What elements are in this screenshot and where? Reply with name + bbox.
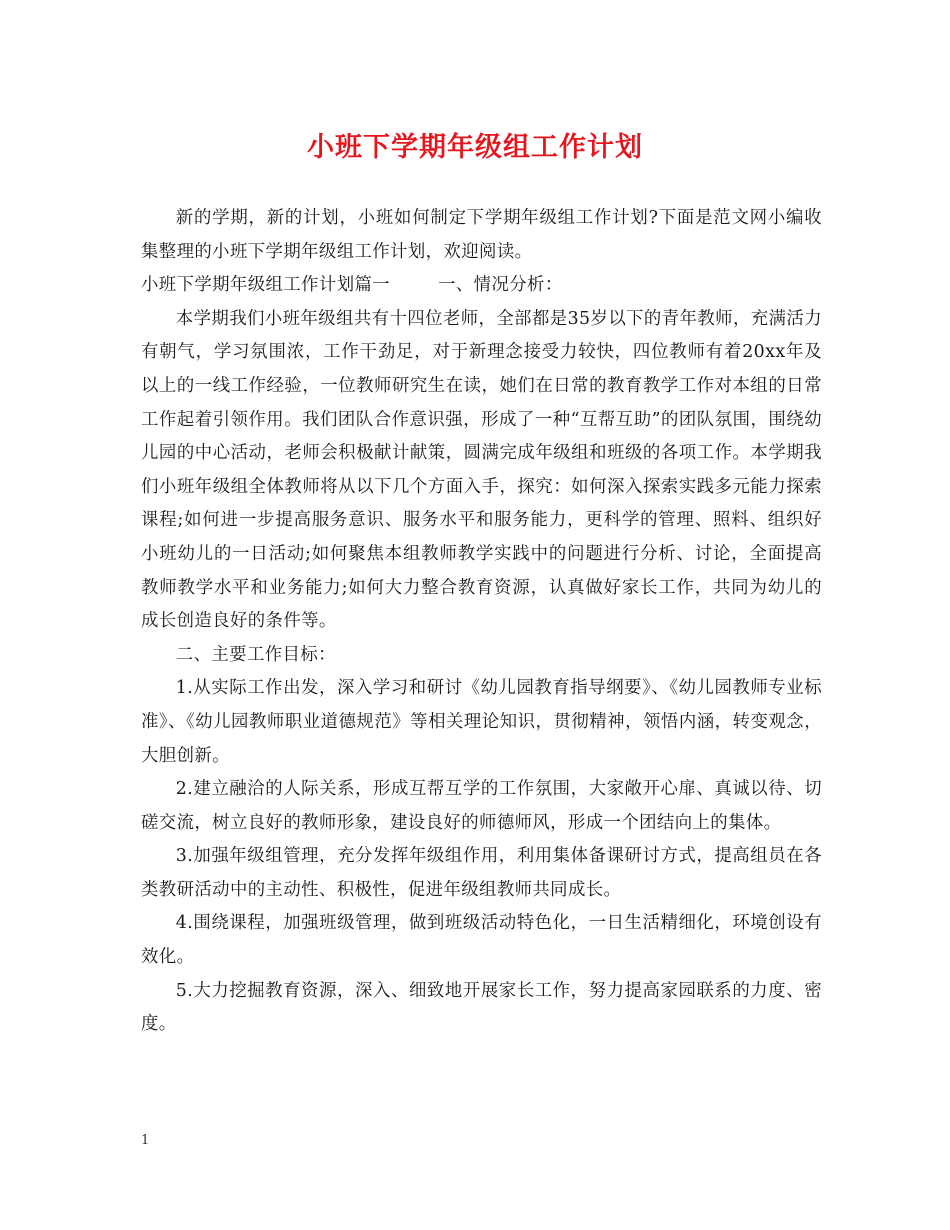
situation-paragraph: 本学期我们小班年级组共有十四位老师，全部都是35岁以下的青年教师，充满活力有朝气，学习氛围浓，工作干劲足，对于新理念接受力较快，四位教师有着20xx年及以上的一线工作经验，一位教师研究生在读，她们在日常的教育教学工作对本组的日常工作起着引领作用。我们团队合作意识强，形成了一种“互帮互助”的团队氛围，围绕幼儿园的中心活动，老师会积极献计献策，圆满完成年级组和班级的各项工作。本学期我们小班年级组全体教师将从以下几个方面入手，探究：如何深入探索实践多元能力探索课程;如何进一步提高服务意识、服务水平和服务能力，更科学的管理、照料、组织好小班幼儿的一日活动;如何聚焦本组教师教学实践中的问题进行分析、讨论，全面提高教师教学水平和业务能力;如何大力整合教育资源，认真做好家长工作，共同为幼儿的成长创造良好的条件等。 — [141, 308, 822, 632]
document-title: 小班下学期年级组工作计划 — [307, 132, 643, 163]
article-part-label: 小班下学期年级组工作计划篇一 — [141, 275, 391, 296]
intro-paragraph: 新的学期，新的计划，小班如何制定下学期年级组工作计划?下面是范文网小编收集整理的小班下学期年级组工作计划，欢迎阅读。 — [141, 208, 822, 262]
goal-item: 5.大力挖掘教育资源，深入、细致地开展家长工作，努力提高家园联系的力度、密度。 — [141, 980, 822, 1035]
goal-item: 4.围绕课程，加强班级管理，做到班级活动特色化，一日生活精细化，环境创设有效化。 — [141, 913, 822, 968]
page-number: 1 — [141, 1133, 150, 1148]
goal-item: 2.建立融洽的人际关系，形成互帮互学的工作氛围，大家敞开心扉、真诚以待、切磋交流，树立良好的教师形象，建设良好的师德师风，形成一个团结向上的集体。 — [141, 779, 822, 833]
goal-item: 3.加强年级组管理，充分发挥年级组作用，利用集体备课研讨方式，提高组员在各类教研活动中的主动性、积极性，促进年级组教师共同成长。 — [141, 846, 822, 900]
goals-heading: 二、主要工作目标： — [175, 644, 336, 665]
section-heading-line — [141, 269, 822, 303]
document-body — [141, 202, 822, 1042]
section-heading-situation: 一、情况分析： — [438, 275, 563, 296]
goal-item: 1.从实际工作出发，深入学习和研讨《幼儿园教育指导纲要》、《幼儿园教师专业标准》、《幼儿园教师职业道德规范》等相关理论知识，贯彻精神，领悟内涵，转变观念，大胆创新。 — [141, 678, 822, 766]
